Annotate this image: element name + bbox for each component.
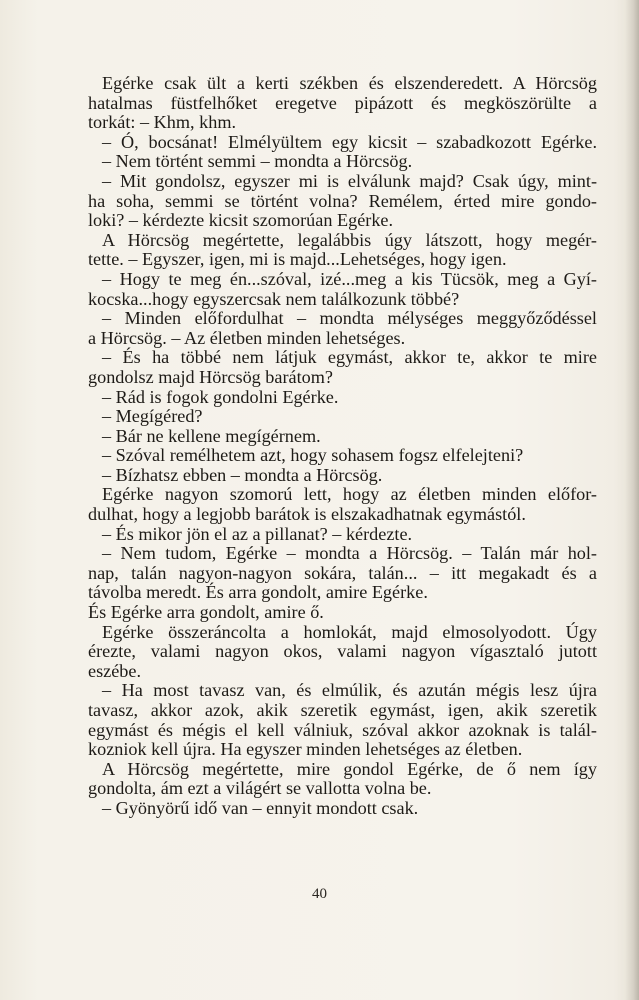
text-line: – Mit gondolsz, egyszer mi is elválunk majd? Csak úgy, mint- (102, 170, 597, 191)
text-line: – Megígéred? (102, 406, 203, 427)
text-line: loki? – kérdezte kicsit szomorúan Egérke. (88, 210, 394, 231)
text-line: – Nem történt semmi – mondta a Hörcsög. (102, 151, 413, 172)
text-line: kozniok kell újra. Ha egyszer minden lehetséges az életben. (88, 739, 523, 760)
text-line: – És ha többé nem látjuk egymást, akkor te, akkor te mire (102, 347, 597, 368)
page-edge-shadow (625, 0, 639, 1000)
text-line: – Hogy te meg én...szóval, izé...meg a kis Tücsök, meg a Gyí- (102, 268, 597, 289)
text-line: – Bár ne kellene megígérnem. (102, 425, 321, 446)
text-line: távolba meredt. És arra gondolt, amire Egérke. (88, 582, 428, 603)
text-line: – Ó, bocsánat! Elmélyültem egy kicsit – szabadkozott Egérke. (102, 131, 597, 152)
text-line: hatalmas füstfelhőket eregetve pipázott és megköszörülte a (88, 92, 597, 113)
text-line: – Ha most tavasz van, és elmúlik, és azután mégis lesz újra (102, 680, 597, 701)
text-line: ha soha, semmi se történt volna? Remélem, érted mire gondo- (88, 190, 597, 211)
text-line: dulhat, hogy a legjobb barátok is elszakadhatnak egymástól. (88, 504, 526, 525)
text-line: a Hörcsög. – Az életben minden lehetséges. (88, 327, 406, 348)
text-line: eszébe. (88, 660, 142, 681)
text-line: Egérke csak ült a kerti székben és elszenderedett. A Hörcsög (102, 73, 597, 93)
text-line: A Hörcsög megértette, legalábbis úgy látszott, hogy megér- (102, 229, 597, 250)
text-line: Egérke nagyon szomorú lett, hogy az életben minden előfor- (102, 484, 597, 505)
text-line: – Gyönyörű idő van – ennyit mondott csak. (102, 797, 419, 818)
text-line: tette. – Egyszer, igen, mi is majd...Lehetséges, hogy igen. (88, 249, 507, 270)
text-line: És Egérke arra gondolt, amire ő. (88, 602, 324, 623)
text-line: gondolsz majd Hörcsög barátom? (88, 366, 333, 387)
text-line: nap, talán nagyon-nagyon sokára, talán... – itt megakadt és a (88, 562, 597, 583)
text-line: A Hörcsög megértette, mire gondol Egérke, de ő nem így (102, 758, 597, 779)
text-line: – Bízhatsz ebben – mondta a Hörcsög. (102, 464, 383, 485)
page-number: 40 (312, 886, 327, 902)
text-line: érezte, valami nagyon okos, valami nagyon vígasztaló jutott (88, 641, 597, 662)
text-line: – És mikor jön el az a pillanat? – kérdezte. (102, 523, 413, 544)
text-line: kocska...hogy egyszercsak nem találkozunk többé? (88, 288, 460, 309)
text-line: – Nem tudom, Egérke – mondta a Hörcsög. – Talán már hol- (102, 543, 597, 564)
text-line: – Rád is fogok gondolni Egérke. (102, 386, 339, 407)
text-line: Egérke összeráncolta a homlokát, majd elmosolyodott. Úgy (102, 621, 597, 642)
text-line: – Minden előfordulhat – mondta mélységes meggyőződéssel (102, 308, 597, 329)
text-line: torkát: – Khm, khm. (88, 112, 237, 133)
text-line: egymást és mégis el kell válniuk, szóval akkor azoknak is talál- (88, 719, 597, 740)
text-line: – Szóval remélhetem azt, hogy sohasem fogsz elfelejteni? (102, 445, 524, 466)
text-line: tavasz, akkor azok, akik szeretik egymást, igen, akik szeretik (88, 700, 597, 720)
body-text (88, 74, 597, 819)
text-line: gondolta, ám ezt a világért se vallotta volna be. (88, 778, 432, 799)
